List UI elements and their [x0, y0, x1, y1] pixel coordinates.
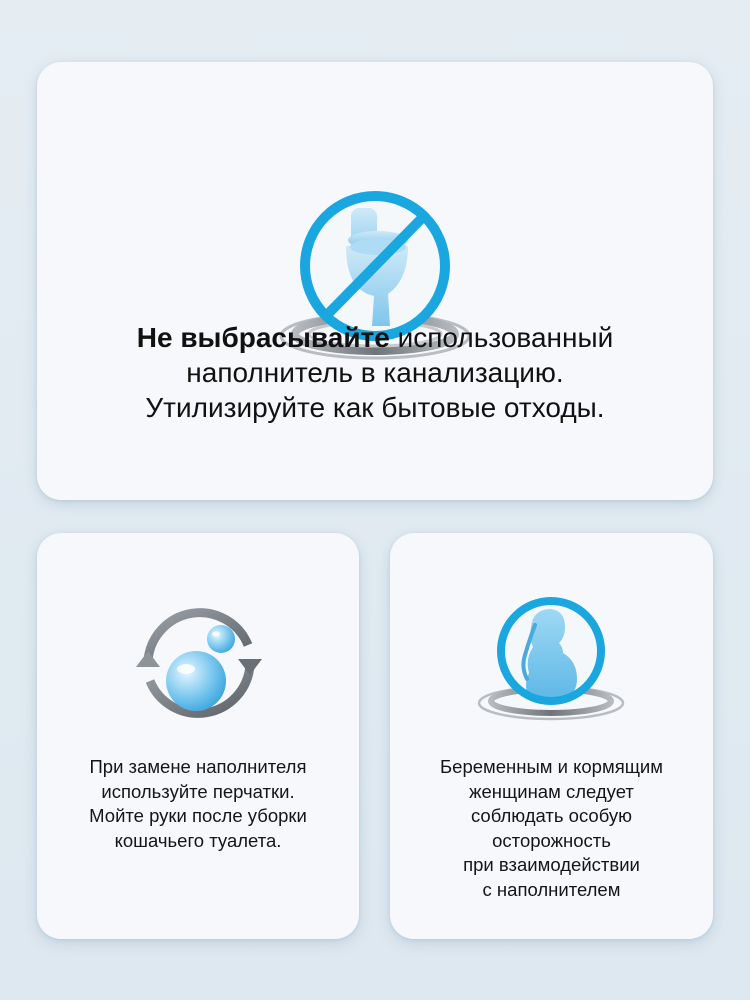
disposal-card [37, 62, 713, 500]
gloves-line-2: используйте перчатки. [101, 780, 295, 802]
recycle-bubbles-icon [126, 595, 272, 731]
disposal-instruction [37, 320, 713, 425]
pregnancy-line-1: Беременным и кормящим [440, 756, 663, 777]
pregnancy-line-5: при взаимодействии [463, 854, 640, 875]
gloves-card [37, 533, 359, 939]
disposal-line-2: наполнитель в канализацию. [186, 357, 564, 388]
pregnancy-line-3: соблюдать особую [470, 805, 633, 826]
disposal-emphasis: Не выбрасывайте [136, 322, 390, 353]
disposal-line-3: Утилизируйте как бытовые отходы. [145, 392, 605, 423]
gloves-instruction [37, 755, 359, 853]
pregnant-woman-icon [473, 595, 629, 727]
gloves-line-1: При замене наполнителя [89, 756, 307, 777]
disposal-line-1: использованный [389, 322, 614, 353]
pregnancy-line-2: женщинам следует [469, 780, 634, 802]
gloves-line-3: Мойте руки после уборки [89, 805, 307, 826]
pregnancy-line-4: осторожность [492, 829, 611, 851]
pregnancy-card [390, 533, 713, 939]
pregnancy-warning [390, 755, 713, 902]
gloves-line-4: кошачьего туалета. [114, 829, 282, 851]
pregnancy-line-6: с наполнителем [482, 878, 621, 900]
